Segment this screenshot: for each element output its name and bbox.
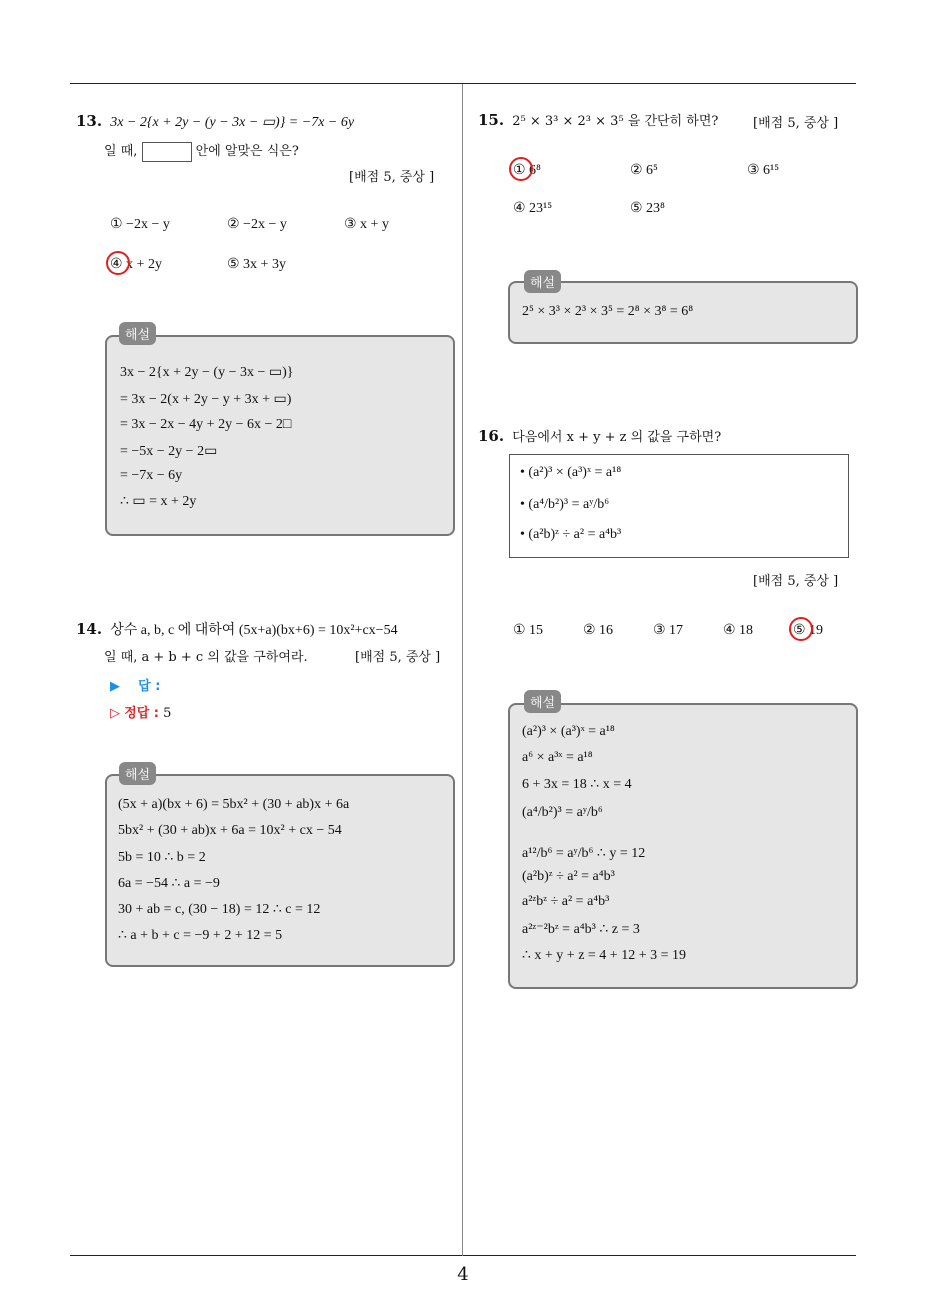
answer-arrow-icon: ▶ [110,679,120,694]
option-2[interactable]: ② 6⁵ [630,163,658,178]
explanation-line: 2⁵ × 3³ × 2³ × 3⁵ = 2⁸ × 3⁸ = 6⁸ [522,304,694,319]
explanation-line: (5x + a)(bx + 6) = 5bx² + (30 + ab)x + 6a [118,797,350,812]
question-stem: 다음에서 x + y + z 의 값을 구하면? [512,430,722,445]
explanation-line: 6a = −54 ∴ a = −9 [118,876,220,891]
explanation-line: (a⁴/b²)³ = aʸ/b⁶ [522,805,603,820]
explanation-line: (a²)³ × (a³)ˣ = a¹⁸ [522,724,615,739]
option-3[interactable]: ③ x + y [344,217,389,232]
option-3[interactable]: ③ 17 [653,623,684,638]
option-5[interactable]: ⑤ 19 [793,623,824,638]
correct-label: 정답 : [124,706,159,721]
option-4[interactable]: ④ x + 2y [110,257,162,272]
bottom-rule [70,1255,856,1256]
top-rule [70,83,856,84]
selected-answer-circle [509,157,533,181]
question-stem: 3x − 2{x + 2y − (y − 3x − ▭)} = −7x − 6y [110,115,355,130]
question-stem: 상수 a, b, c 에 대하여 (5x+a)(bx+6) = 10x²+cx−54 [110,623,398,638]
condition-item: • (a²b)ᶻ ÷ a² = a⁴b³ [520,527,622,542]
option-4[interactable]: ④ 18 [723,623,754,638]
explanation-line: ∴ ▭ = x + 2y [120,494,197,509]
explanation-line: a²ᶻ⁻²bᶻ = a⁴b³ ∴ z = 3 [522,922,640,937]
option-2[interactable]: ② 16 [583,623,614,638]
explanation-line: 5bx² + (30 + ab)x + 6a = 10x² + cx − 54 [118,823,342,838]
correct-arrow-icon: ▷ [110,706,120,721]
explanation-line: a⁶ × a³ˣ = a¹⁸ [522,750,593,765]
explanation-line: = 3x − 2(x + 2y − y + 3x + ▭) [120,392,292,407]
option-1[interactable]: ① 6⁸ [513,163,541,178]
condition-item: • (a²)³ × (a³)ˣ = a¹⁸ [520,465,622,480]
score-meta: [배점 5, 중상 ] [753,574,839,589]
explanation-line: ∴ a + b + c = −9 + 2 + 12 = 5 [118,928,283,943]
column-divider [462,84,463,1256]
explanation-line: = −5x − 2y − 2▭ [120,444,218,459]
option-4[interactable]: ④ 23¹⁵ [513,201,553,216]
option-1[interactable]: ① −2x − y [110,217,170,232]
explanation-line: 6 + 3x = 18 ∴ x = 4 [522,777,632,792]
explanation-line: a¹²/b⁶ = aʸ/b⁶ ∴ y = 12 [522,846,646,861]
question-stem: 2⁵ × 3³ × 2³ × 3⁵ 을 간단히 하면? [512,114,719,129]
question-number: 13. [76,112,103,130]
question-number: 16. [478,427,505,445]
explanation-line: ∴ x + y + z = 4 + 12 + 3 = 19 [522,948,686,963]
explanation-line: = 3x − 2x − 4y + 2y − 6x − 2□ [120,417,292,432]
explanation-tag: 해설 [119,762,156,785]
option-1[interactable]: ① 15 [513,623,544,638]
question-stem-part: 일 때, [104,144,138,159]
explanation-line: 30 + ab = c, (30 − 18) = 12 ∴ c = 12 [118,902,321,917]
correct-value: 5 [163,706,172,721]
explanation-line: = −7x − 6y [120,468,183,483]
blank-box [142,142,192,162]
explanation-tag: 해설 [119,322,156,345]
answer-label: 답 : [138,679,161,694]
explanation-line: 5b = 10 ∴ b = 2 [118,850,206,865]
explanation-tag: 해설 [524,270,561,293]
option-3[interactable]: ③ 6¹⁵ [747,163,780,178]
explanation-tag: 해설 [524,690,561,713]
option-5[interactable]: ⑤ 3x + 3y [227,257,286,272]
score-meta: [배점 5, 중상 ] [753,116,839,131]
question-stem: 일 때, a + b + c 의 값을 구하여라. [104,650,308,665]
explanation-line: (a²b)ᶻ ÷ a² = a⁴b³ [522,869,615,884]
score-meta: [배점 5, 중상 ] [355,650,441,665]
score-meta: [배점 5, 중상 ] [349,170,435,185]
question-number: 15. [478,111,505,129]
option-5[interactable]: ⑤ 23⁸ [630,201,665,216]
question-stem-part: 안에 알맞은 식은? [195,144,299,159]
selected-answer-circle [789,617,813,641]
page-number: 4 [457,1264,469,1285]
option-2[interactable]: ② −2x − y [227,217,287,232]
condition-item: • (a⁴/b²)³ = aʸ/b⁶ [520,497,610,512]
explanation-line: 3x − 2{x + 2y − (y − 3x − ▭)} [120,365,294,380]
explanation-line: a²ᶻbᶻ ÷ a² = a⁴b³ [522,894,610,909]
question-number: 14. [76,620,103,638]
selected-answer-circle [106,251,130,275]
